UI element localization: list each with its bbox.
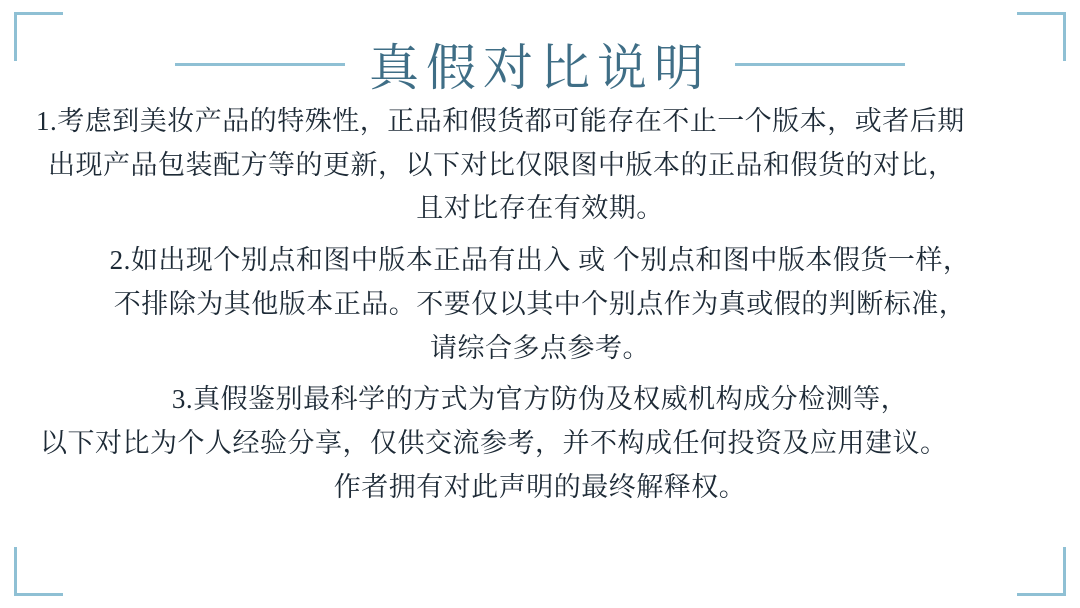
paragraph-1 [30, 100, 1050, 231]
title-row [0, 28, 1080, 100]
paragraph-1-line-2: 出现产品包装配方等的更新，以下对比仅限图中版本的正品和假货的对比， [48, 149, 956, 180]
paragraph-2-line-3: 请综合多点参考。 [430, 332, 650, 363]
document-body [30, 100, 1050, 512]
paragraph-3-line-3: 作者拥有对此声明的最终解释权。 [333, 471, 747, 502]
frame-corner-bottom-right [1017, 547, 1066, 596]
paragraph-1-line-3: 且对比存在有效期。 [416, 193, 664, 224]
paragraph-2-line-1: 2.如出现个别点和图中版本正品有出入 或 个别点和图中版本假货一样， [109, 245, 971, 276]
paragraph-3-line-1: 3.真假鉴别最科学的方式为官方防伪及权威机构成分检测等， [171, 384, 909, 415]
frame-corner-bottom-left [14, 547, 63, 596]
paragraph-2-line-2: 不排除为其他版本正品。不要仅以其中个别点作为真或假的判断标准， [113, 288, 967, 319]
paragraph-2 [30, 239, 1050, 370]
page-title: 真假对比说明 [369, 40, 711, 96]
title-rule-left [175, 63, 345, 66]
title-rule-right [735, 63, 905, 66]
paragraph-3 [30, 378, 1050, 509]
paragraph-3-line-2: 以下对比为个人经验分享，仅供交流参考，并不构成任何投资及应用建议。 [40, 428, 948, 459]
paragraph-1-line-1: 1.考虑到美妆产品的特殊性，正品和假货都可能存在不止一个版本，或者后期 [36, 106, 965, 136]
